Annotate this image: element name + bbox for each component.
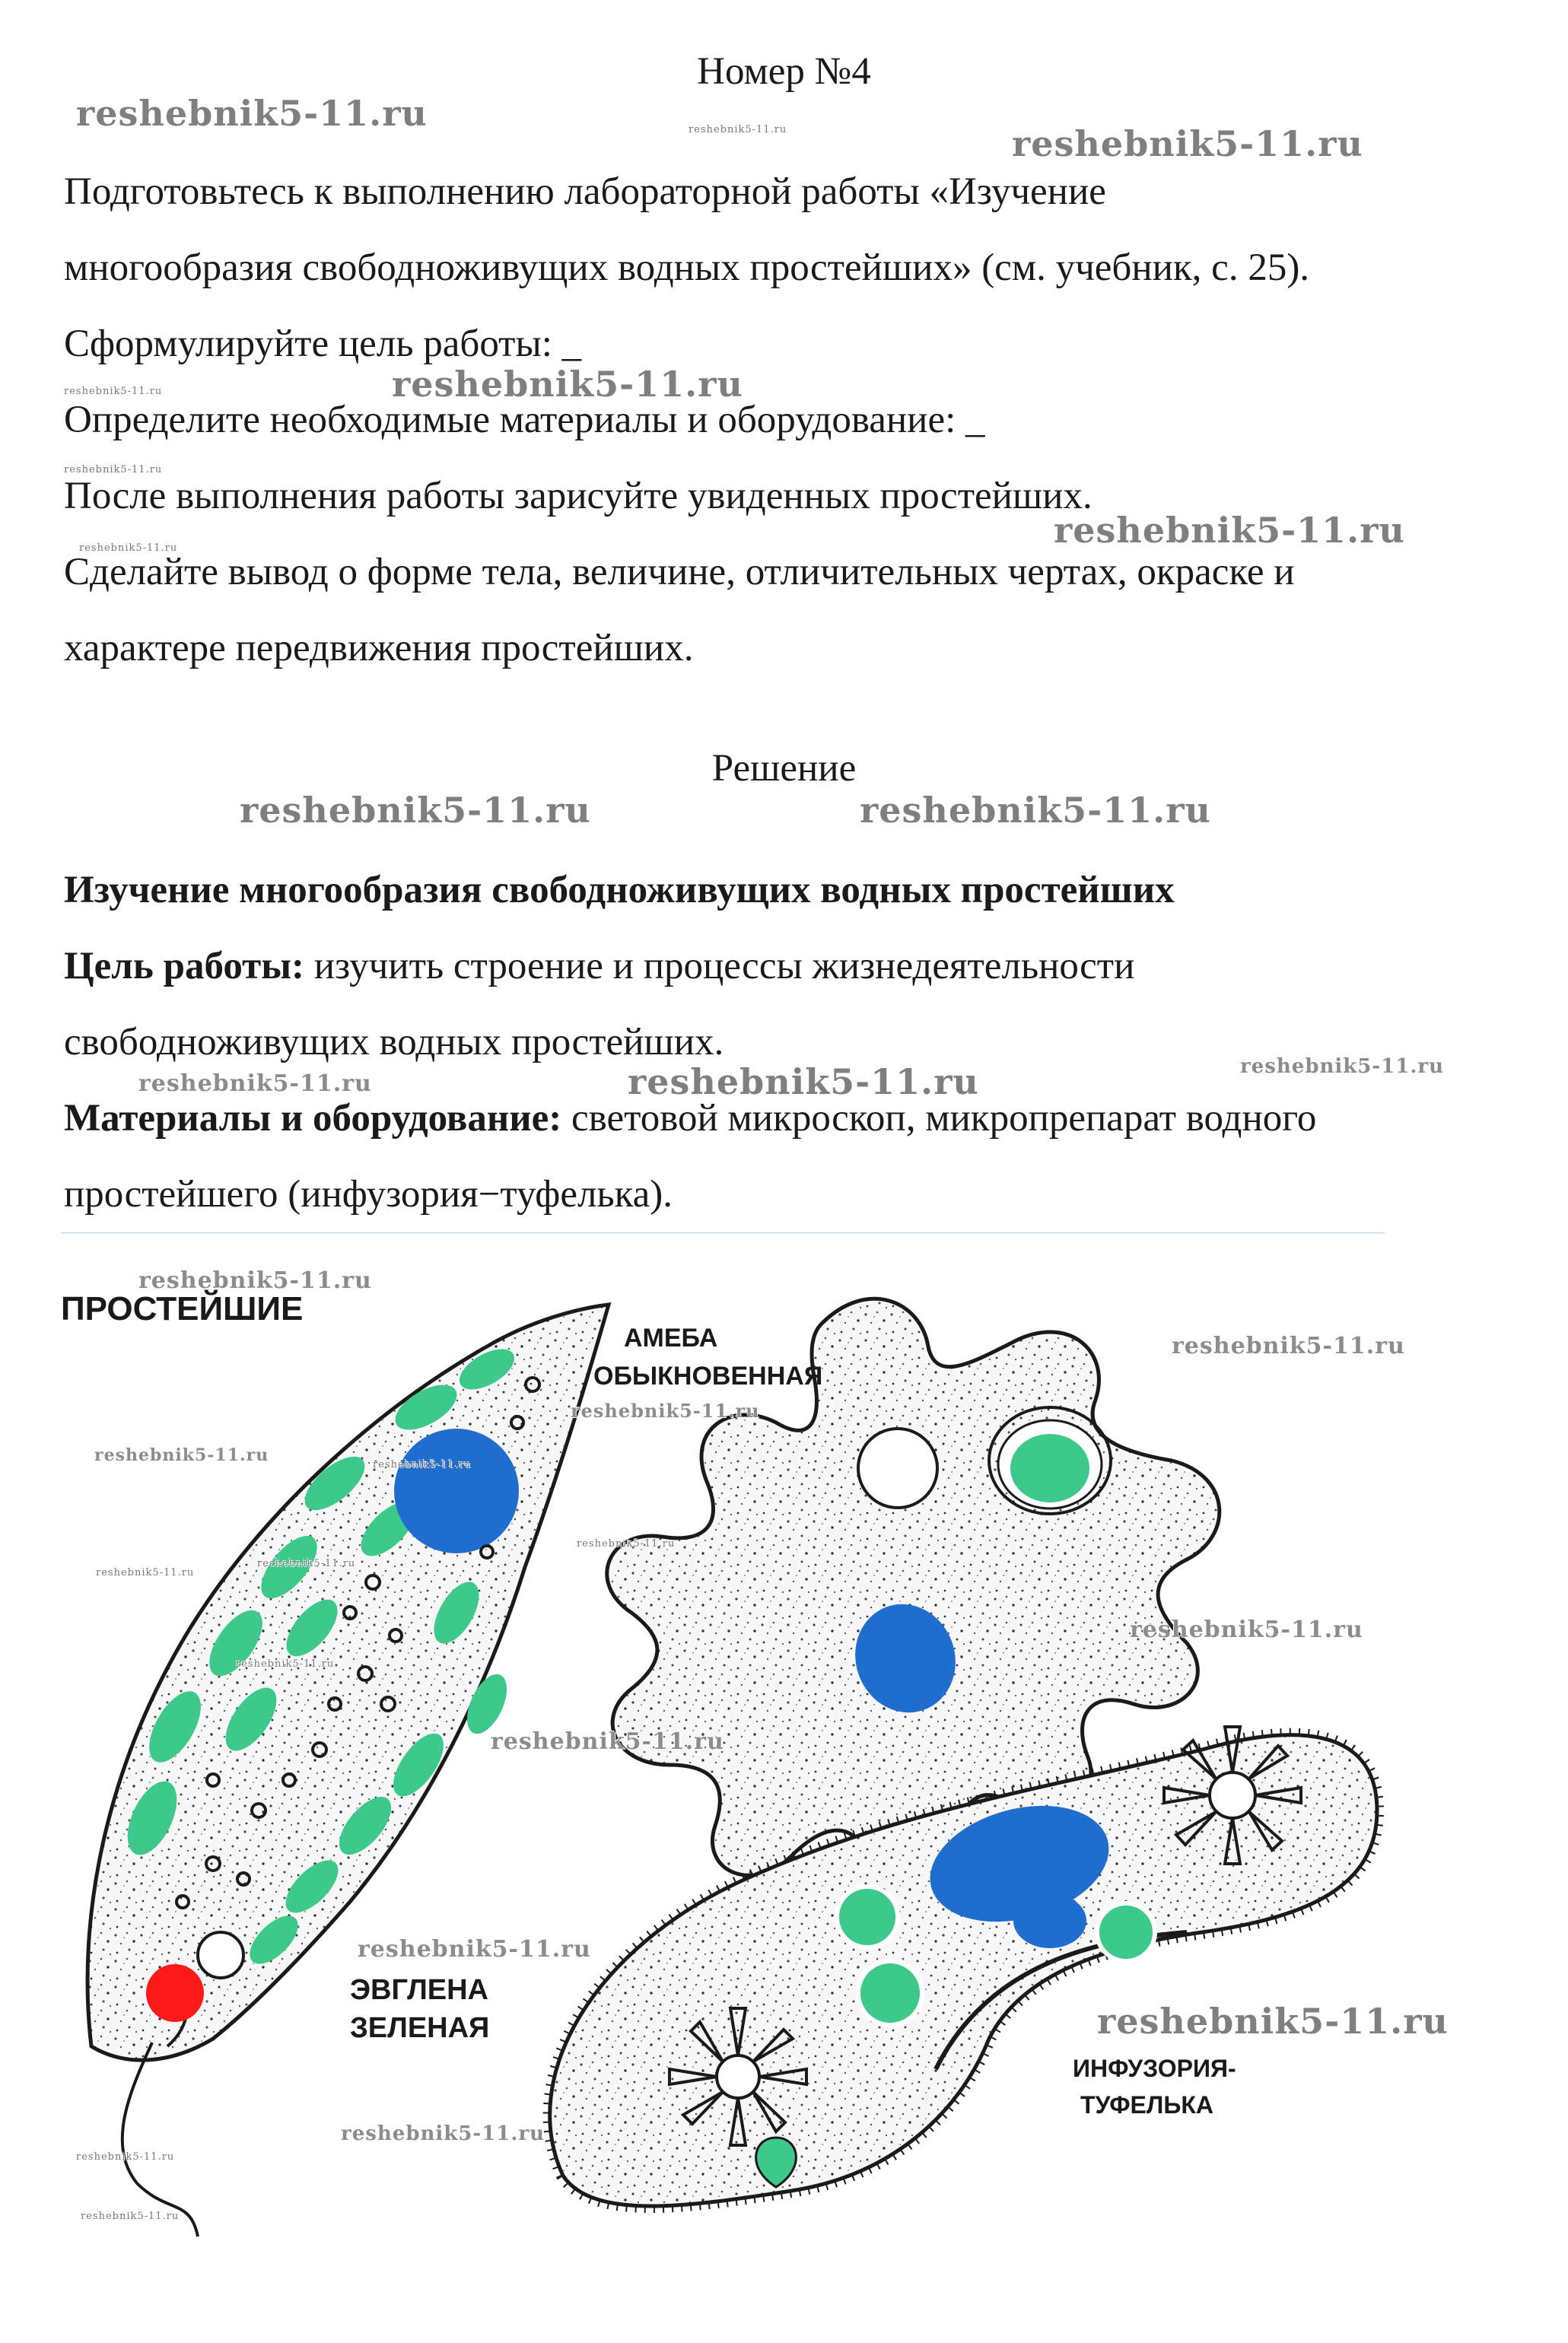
euglena-nucleus <box>394 1429 519 1553</box>
euglena-flagellum <box>122 2043 198 2236</box>
paramecium-micronucleus <box>1013 1893 1086 1948</box>
euglena-label-2: ЗЕЛЕНАЯ <box>350 2012 490 2044</box>
watermark: reshebnik5-11.ru <box>138 1267 372 1294</box>
task-line-3: Сформулируйте цель работы: _ <box>64 323 582 365</box>
goal-text: изучить строение и процессы жизнедеятельности <box>304 945 1135 987</box>
figure-title: ПРОСТЕЙШИЕ <box>61 1290 304 1327</box>
amoeba-contractile-vacuole <box>858 1429 937 1508</box>
solution-topic: Изучение многообразия свободноживущих водных простейших <box>64 869 1175 911</box>
amoeba-food-particle <box>1010 1434 1089 1502</box>
watermark: reshebnik5-11.ru <box>257 1558 356 1569</box>
task-line-1: Подготовьтесь к выполнению лабораторной работы «Изучение <box>64 170 1106 213</box>
amoeba-label-2: ОБЫКНОВЕННАЯ <box>593 1362 823 1391</box>
task-line-2: многообразия свободноживущих водных простейших» (см. учебник, с. 25). <box>64 246 1310 289</box>
euglena <box>87 1305 609 2236</box>
watermark: reshebnik5-11.ru <box>628 1061 979 1102</box>
protozoa-illustration <box>61 1232 1446 2252</box>
goal-line-2: свободноживущих водных простейших. <box>64 1021 724 1063</box>
watermark: reshebnik5-11.ru <box>358 1936 591 1963</box>
watermark: reshebnik5-11.ru <box>138 1070 372 1097</box>
watermark: reshebnik5-11.ru <box>571 1400 760 1422</box>
page-title: Номер №4 <box>697 50 871 93</box>
goal-label: Цель работы: <box>64 945 305 987</box>
paramecium-label-1: ИНФУЗОРИЯ- <box>1073 2055 1236 2082</box>
euglena-label-1: ЭВГЛЕНА <box>350 1974 488 2006</box>
watermark: reshebnik5-11.ru <box>64 386 163 397</box>
watermark: reshebnik5-11.ru <box>1172 1333 1405 1359</box>
task-line-6: Сделайте вывод о форме тела, величине, отличительных чертах, окраске и <box>64 551 1295 593</box>
watermark: reshebnik5-11.ru <box>860 790 1211 831</box>
watermark: reshebnik5-11.ru <box>1054 510 1405 551</box>
task-line-5: После выполнения работы зарисуйте увиденных простейших. <box>64 475 1093 517</box>
paramecium-label-2: ТУФЕЛЬКА <box>1080 2091 1213 2119</box>
watermark: reshebnik5-11.ru <box>64 464 163 475</box>
watermark: reshebnik5-11.ru <box>236 1658 335 1670</box>
watermark: reshebnik5-11.ru <box>1240 1055 1445 1078</box>
watermark: reshebnik5-11.ru <box>577 1538 676 1550</box>
watermark: reshebnik5-11.ru <box>96 1567 195 1578</box>
materials-label: Материалы и оборудование: <box>64 1097 562 1140</box>
watermark: reshebnik5-11.ru <box>491 1728 724 1755</box>
amoeba-label-1: АМЕБА <box>624 1324 718 1353</box>
watermark: reshebnik5-11.ru <box>76 2151 175 2163</box>
watermark: reshebnik5-11.ru <box>94 1445 269 1465</box>
materials-line-2: простейшего (инфузория−туфелька). <box>64 1173 673 1216</box>
watermark: reshebnik5-11.ru <box>689 124 787 135</box>
euglena-contractile-vacuole <box>198 1932 243 1978</box>
watermark: reshebnik5-11.ru <box>392 364 743 405</box>
watermark: reshebnik5-11.ru <box>1097 2001 1449 2042</box>
task-line-4: Определите необходимые материалы и оборудование: _ <box>64 399 985 441</box>
watermark: reshebnik5-11.ru <box>240 790 591 831</box>
watermark: reshebnik5-11.ru <box>1012 123 1363 164</box>
solution-heading: Решение <box>711 747 857 790</box>
watermark: reshebnik5-11.ru <box>76 93 428 134</box>
euglena-eyespot <box>146 1964 204 2022</box>
watermark: reshebnik5-11.ru <box>1130 1617 1363 1643</box>
materials-line-1 <box>64 1095 1316 1141</box>
watermark: reshebnik5-11.ru <box>373 1459 472 1470</box>
watermark: reshebnik5-11.ru <box>341 2122 545 2145</box>
materials-text: световой микроскоп, микропрепарат водного <box>561 1097 1317 1140</box>
watermark: reshebnik5-11.ru <box>79 542 178 554</box>
watermark: reshebnik5-11.ru <box>81 2211 180 2222</box>
goal-line-1 <box>64 943 1134 989</box>
task-line-7: характере передвижения простейших. <box>64 627 694 669</box>
